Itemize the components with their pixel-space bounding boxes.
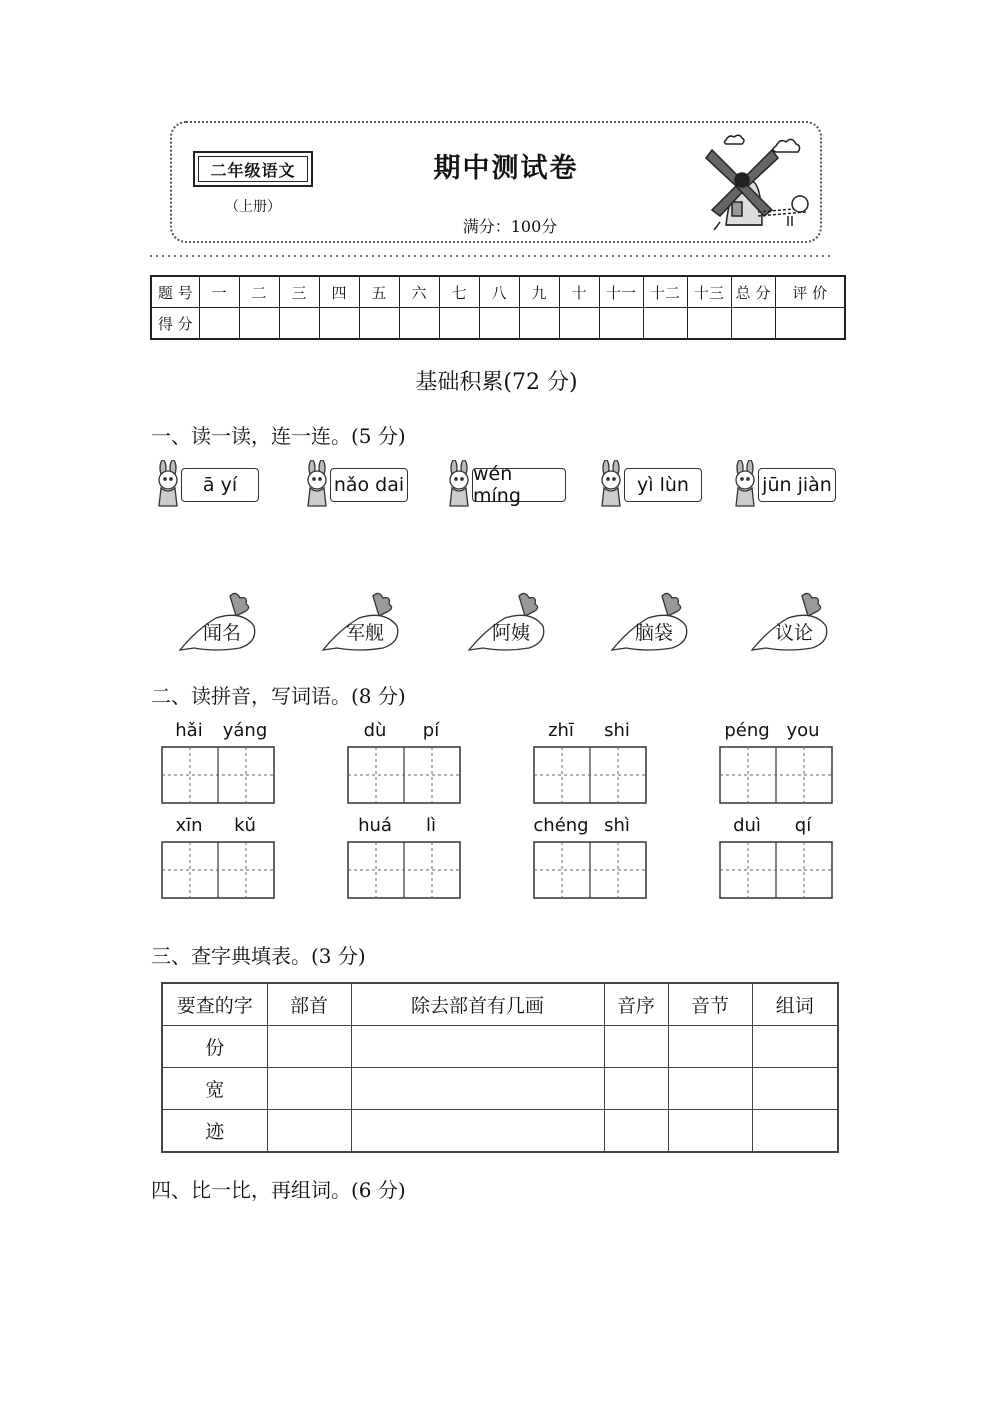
score-cell[interactable] — [731, 308, 775, 340]
writing-grid[interactable] — [347, 746, 461, 804]
pinyin-card[interactable] — [730, 460, 840, 512]
pinyin-syllable: qí — [794, 815, 812, 836]
score-table-col: 十三 — [687, 276, 731, 308]
score-table-col: 七 — [439, 276, 479, 308]
writing-grid[interactable] — [161, 746, 275, 804]
lookup-char: 宽 — [162, 1068, 267, 1110]
writing-group — [533, 720, 651, 802]
writing-grid[interactable] — [161, 841, 275, 899]
writing-group — [719, 720, 837, 802]
answer-cell[interactable] — [267, 1026, 351, 1068]
answer-cell[interactable] — [267, 1068, 351, 1110]
score-cell[interactable] — [399, 308, 439, 340]
score-table-col: 三 — [279, 276, 319, 308]
writing-grid[interactable] — [533, 746, 647, 804]
word-card[interactable] — [608, 590, 692, 656]
pinyin-syllable: huá — [358, 815, 392, 836]
grade-badge-label: 二年级语文 — [198, 156, 308, 182]
writing-group — [347, 720, 465, 802]
table-header: 要查的字 — [162, 983, 267, 1026]
score-table — [150, 275, 846, 340]
table-header: 部首 — [267, 983, 351, 1026]
score-table-col: 评 价 — [775, 276, 845, 308]
table-row — [162, 1110, 838, 1153]
score-table-col: 二 — [239, 276, 279, 308]
answer-cell[interactable] — [668, 1068, 752, 1110]
answer-cell[interactable] — [752, 1068, 838, 1110]
writing-group — [161, 815, 279, 897]
pinyin-syllable: shì — [604, 815, 630, 836]
pinyin-card[interactable] — [596, 460, 706, 512]
pinyin-card[interactable] — [302, 460, 412, 512]
q3-title: 三、查字典填表。(3 分) — [151, 944, 366, 968]
dotted-divider — [150, 252, 830, 260]
score-cell[interactable] — [479, 308, 519, 340]
score-table-col: 十一 — [599, 276, 643, 308]
pinyin-syllable: kǔ — [234, 815, 256, 836]
q4-title: 四、比一比，再组词。(6 分) — [151, 1178, 406, 1202]
writing-group — [347, 815, 465, 897]
writing-group — [719, 815, 837, 897]
q2-title: 二、读拼音，写词语。(8 分) — [151, 684, 406, 708]
pinyin-label: wén míng — [472, 468, 566, 502]
lookup-char: 迹 — [162, 1110, 267, 1153]
answer-cell[interactable] — [668, 1026, 752, 1068]
score-table-col: 总 分 — [731, 276, 775, 308]
answer-cell[interactable] — [752, 1026, 838, 1068]
score-cell[interactable] — [599, 308, 643, 340]
writing-grid[interactable] — [719, 746, 833, 804]
score-cell[interactable] — [559, 308, 599, 340]
score-table-col: 四 — [319, 276, 359, 308]
score-cell[interactable] — [319, 308, 359, 340]
writing-grid[interactable] — [719, 841, 833, 899]
score-cell[interactable] — [199, 308, 239, 340]
table-header: 除去部首有几画 — [351, 983, 604, 1026]
writing-group — [161, 720, 279, 802]
windmill-icon — [696, 130, 816, 238]
answer-cell[interactable] — [267, 1110, 351, 1153]
pinyin-syllable: you — [786, 720, 820, 741]
q1-title: 一、读一读，连一连。(5 分) — [151, 424, 406, 448]
pinyin-syllable: hǎi — [175, 720, 203, 741]
pinyin-syllable: shi — [604, 720, 630, 741]
word-label: 阿姨 — [491, 622, 530, 644]
grade-badge — [193, 151, 313, 187]
score-cell[interactable] — [279, 308, 319, 340]
answer-cell[interactable] — [351, 1026, 604, 1068]
pinyin-syllable: xīn — [175, 815, 203, 836]
score-table-col: 九 — [519, 276, 559, 308]
pinyin-syllable: dù — [363, 720, 387, 741]
word-card[interactable] — [319, 590, 403, 656]
word-card[interactable] — [176, 590, 260, 656]
lookup-char: 份 — [162, 1026, 267, 1068]
score-table-col: 八 — [479, 276, 519, 308]
pinyin-label: ā yí — [181, 468, 259, 502]
dictionary-table — [161, 982, 839, 1153]
score-table-header-row — [151, 276, 845, 308]
pinyin-syllable: péng — [724, 720, 770, 741]
score-cell[interactable] — [687, 308, 731, 340]
table-header: 组词 — [752, 983, 838, 1026]
score-cell[interactable] — [239, 308, 279, 340]
score-table-col: 五 — [359, 276, 399, 308]
writing-grid[interactable] — [533, 841, 647, 899]
pinyin-card[interactable] — [153, 460, 263, 512]
table-row — [162, 1026, 838, 1068]
score-cell[interactable] — [439, 308, 479, 340]
page-title: 期中测试卷 — [433, 153, 579, 184]
pinyin-syllable: yáng — [222, 720, 268, 741]
score-cell[interactable] — [359, 308, 399, 340]
answer-cell[interactable] — [604, 1068, 668, 1110]
score-cell[interactable] — [643, 308, 687, 340]
answer-cell[interactable] — [752, 1110, 838, 1153]
table-header: 音序 — [604, 983, 668, 1026]
table-header: 音节 — [668, 983, 752, 1026]
word-card[interactable] — [748, 590, 832, 656]
table-row — [162, 1068, 838, 1110]
pinyin-syllable: duì — [733, 815, 761, 836]
pinyin-syllable: pí — [422, 720, 440, 741]
word-label: 军舰 — [345, 622, 384, 644]
writing-group — [533, 815, 651, 897]
score-table-col: 一 — [199, 276, 239, 308]
pinyin-syllable: chéng — [533, 815, 589, 836]
section-title: 基础积累(72 分) — [415, 370, 578, 395]
pinyin-label: nǎo dai — [330, 468, 408, 502]
word-label: 脑袋 — [634, 622, 673, 644]
score-table-row-label: 得 分 — [151, 308, 199, 340]
score-table-col: 六 — [399, 276, 439, 308]
score-table-col: 十 — [559, 276, 599, 308]
score-cell[interactable] — [775, 308, 845, 340]
answer-cell[interactable] — [604, 1026, 668, 1068]
score-table-score-row — [151, 308, 845, 340]
pinyin-label: jūn jiàn — [758, 468, 836, 502]
pinyin-label: yì lùn — [624, 468, 702, 502]
dictionary-table-header — [162, 983, 838, 1026]
answer-cell[interactable] — [668, 1110, 752, 1153]
answer-cell[interactable] — [604, 1110, 668, 1153]
score-table-col: 十二 — [643, 276, 687, 308]
word-card[interactable] — [465, 590, 549, 656]
pinyin-card[interactable] — [444, 460, 554, 512]
answer-cell[interactable] — [351, 1068, 604, 1110]
volume-label: （上册） — [225, 199, 281, 215]
score-cell[interactable] — [519, 308, 559, 340]
full-score: 满分：100分 — [462, 217, 558, 236]
score-table-row-label: 题 号 — [151, 276, 199, 308]
answer-cell[interactable] — [351, 1110, 604, 1153]
writing-grid[interactable] — [347, 841, 461, 899]
word-label: 议论 — [774, 622, 813, 644]
pinyin-syllable: lì — [425, 815, 436, 836]
pinyin-syllable: zhī — [548, 720, 574, 741]
word-label: 闻名 — [202, 622, 241, 644]
